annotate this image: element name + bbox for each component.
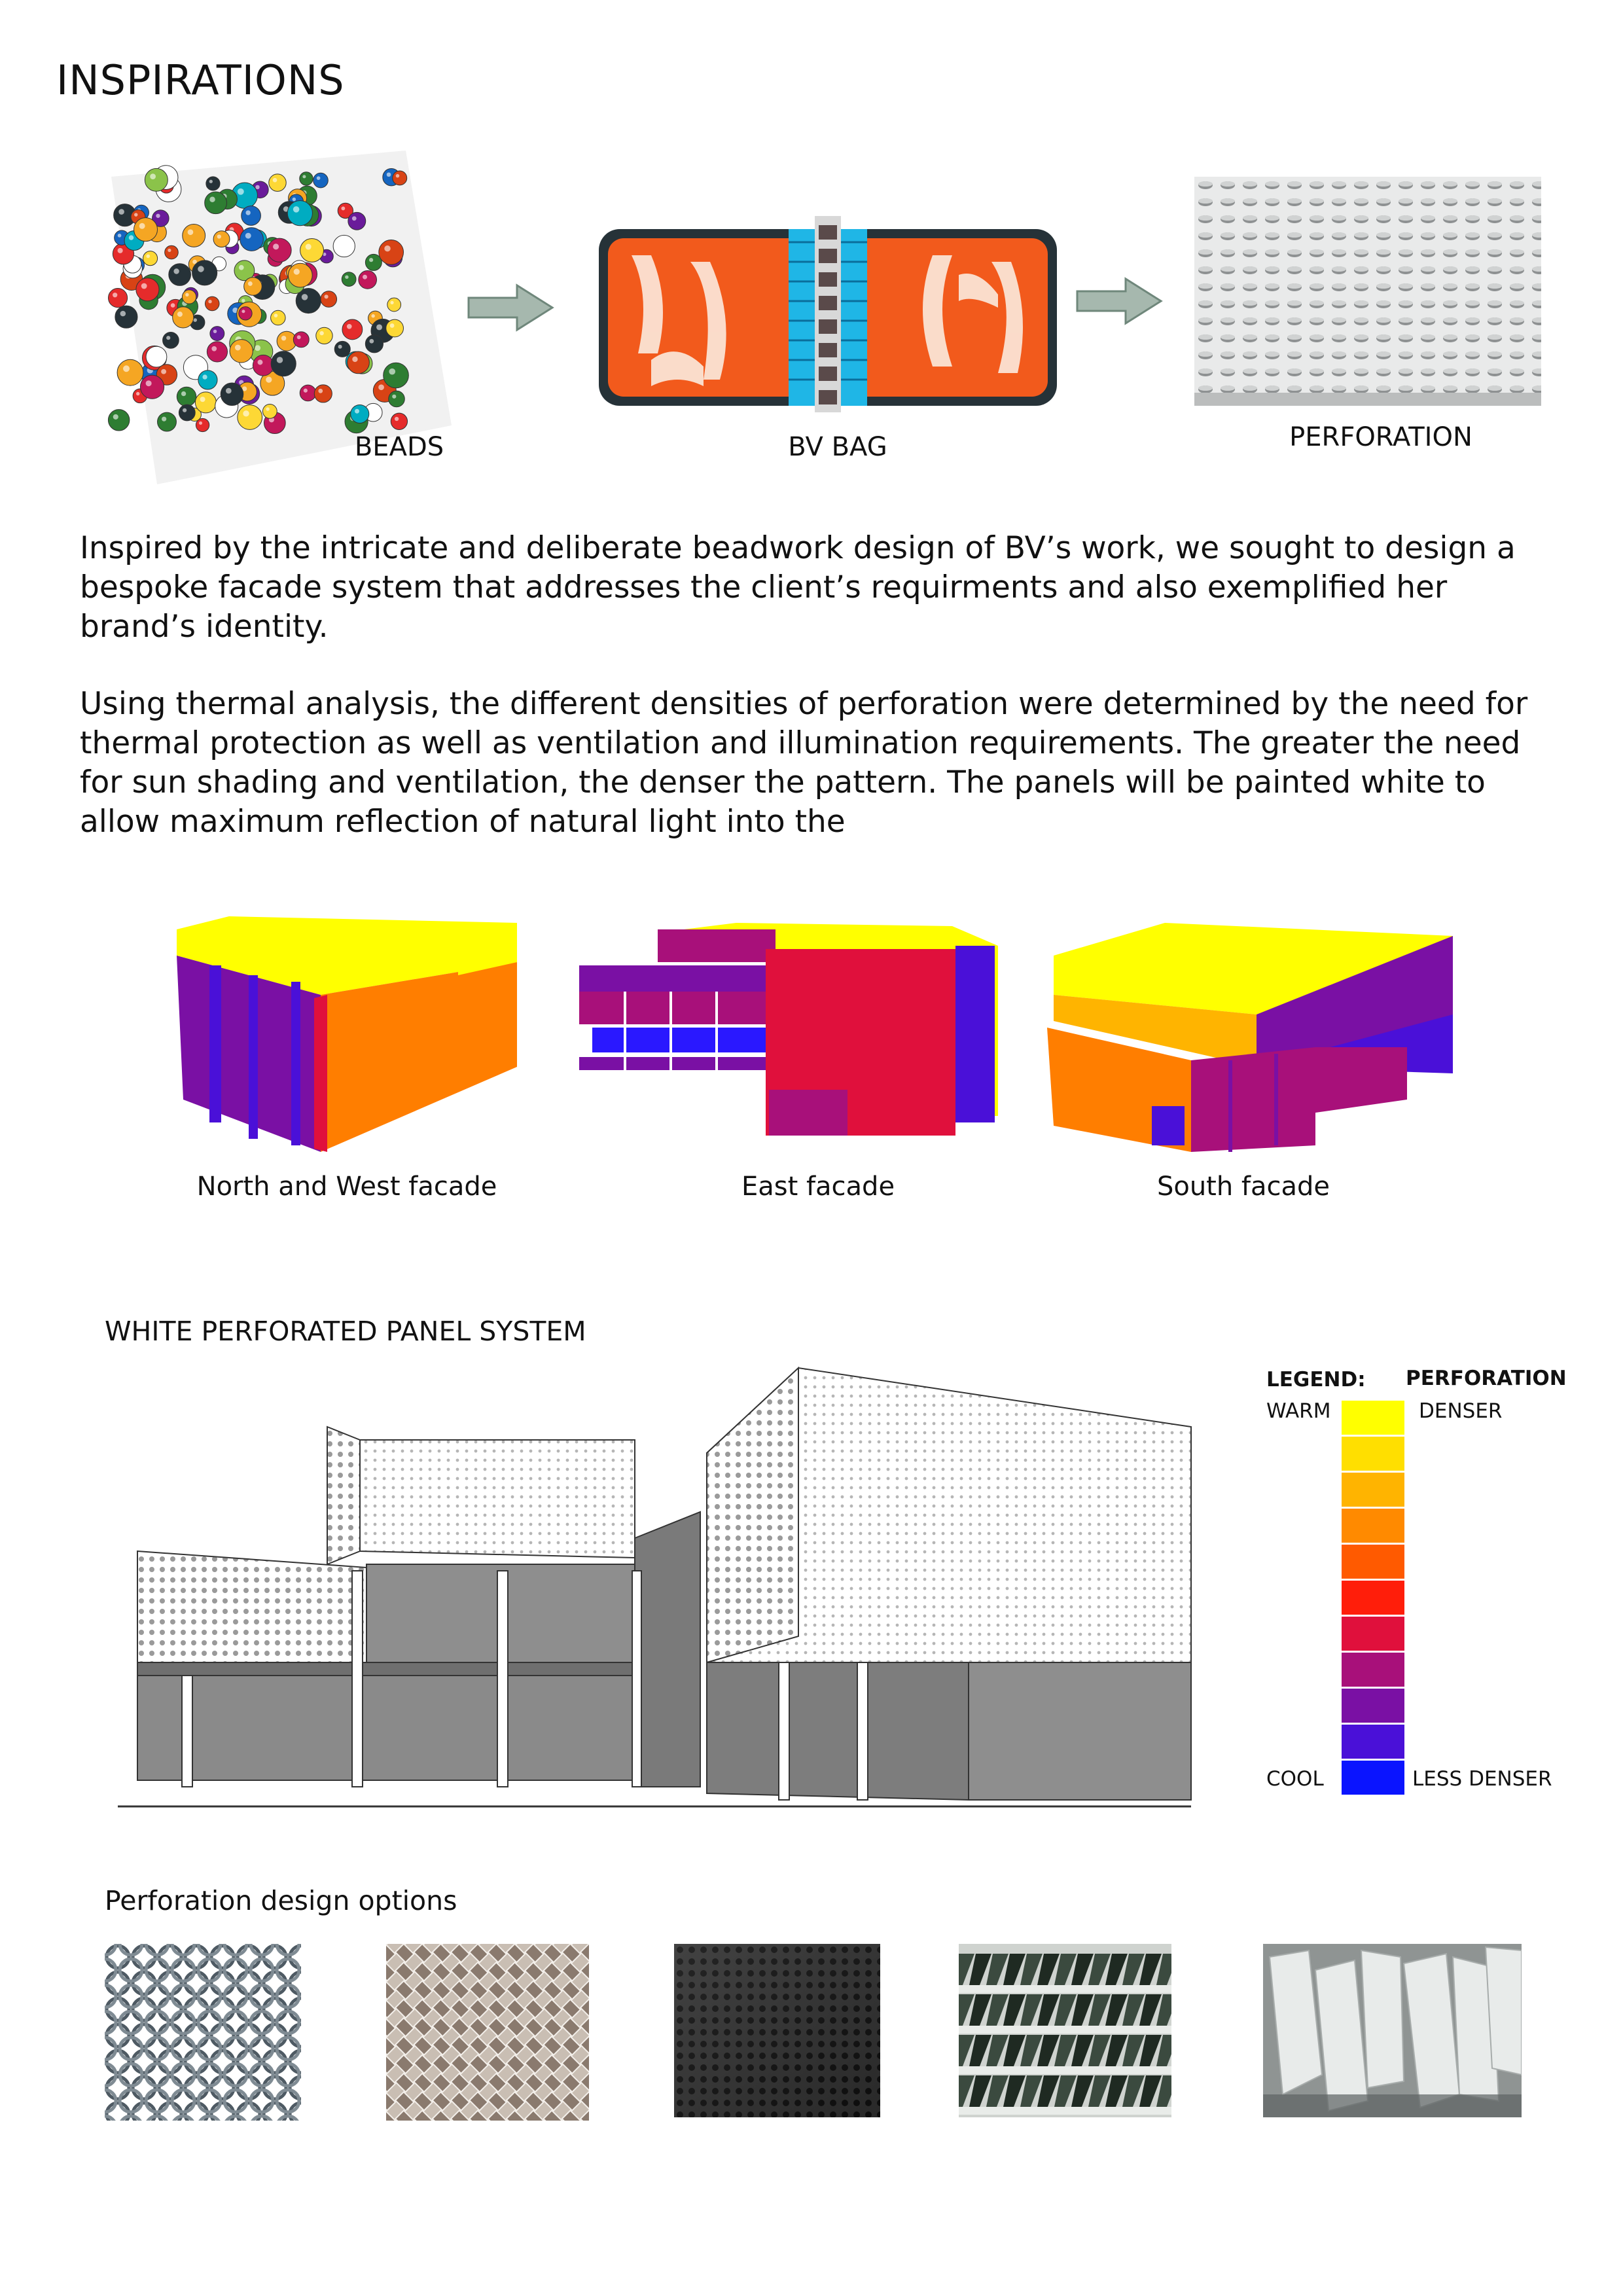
legend-swatch	[1342, 1761, 1404, 1795]
legend-swatch	[1342, 1689, 1404, 1723]
facade-label: North and West facade	[196, 1172, 497, 1202]
bv-bag-image	[592, 216, 1063, 412]
perforated-panel-building-render	[105, 1355, 1204, 1813]
thermal-paragraph: Using thermal analysis, the different densities of perforation were determined by the need for thermal protection as well as ventilation and illumination requirements. The greater the need for sun shading and ventilation, the denser the pattern. The panels will be painted white to allow maximum reflection of natural light into the	[80, 686, 1528, 840]
intro-paragraph: Inspired by the intricate and deliberate beadwork design of BV’s work, we sought to design a bespoke facade system that addresses the client’s requirments and also exemplified her brand’s identity.	[80, 530, 1516, 645]
legend-swatch	[1342, 1653, 1404, 1687]
legend-warm-label: WARM	[1266, 1399, 1331, 1423]
legend-swatch	[1342, 1437, 1404, 1471]
dark-perforated-metal-image	[674, 1944, 880, 2117]
legend-heading: LEGEND:	[1266, 1368, 1366, 1391]
legend-perforation-heading: PERFORATION	[1406, 1367, 1567, 1390]
facade-label: East facade	[741, 1172, 895, 1202]
legend-swatch	[1342, 1545, 1404, 1579]
legend-denser-label: DENSER	[1419, 1399, 1503, 1423]
inspiration-label: PERFORATION	[1289, 422, 1472, 452]
legend-cool-label: COOL	[1266, 1767, 1324, 1791]
twisted-fin-facade-image	[959, 1944, 1171, 2117]
legend-swatch	[1342, 1617, 1404, 1651]
design-options-title: Perforation design options	[105, 1885, 457, 1916]
perforation-image	[1194, 177, 1541, 406]
north-west-facade-model	[164, 916, 530, 1158]
inspiration-label: BV BAG	[788, 432, 887, 462]
arrow-right-icon	[1073, 275, 1165, 327]
arrow-right-icon	[465, 281, 556, 334]
legend-swatch	[1342, 1581, 1404, 1615]
panel-system-title: WHITE PERFORATED PANEL SYSTEM	[105, 1316, 586, 1347]
legend-swatch	[1342, 1473, 1404, 1507]
east-facade-model	[573, 920, 998, 1136]
facade-label: South facade	[1156, 1172, 1330, 1202]
legend-swatch	[1342, 1509, 1404, 1543]
woven-pattern-image	[386, 1944, 589, 2121]
legend-swatch	[1342, 1401, 1404, 1435]
south-facade-model	[1041, 916, 1459, 1152]
legend-less-denser-label: LESS DENSER	[1412, 1767, 1552, 1791]
chainmail-pattern-image	[105, 1944, 301, 2121]
hanging-panel-facade-image	[1263, 1944, 1522, 2117]
legend-swatch	[1342, 1725, 1404, 1759]
page-title: INSPIRATIONS	[56, 56, 345, 104]
inspiration-label: BEADS	[354, 432, 444, 462]
